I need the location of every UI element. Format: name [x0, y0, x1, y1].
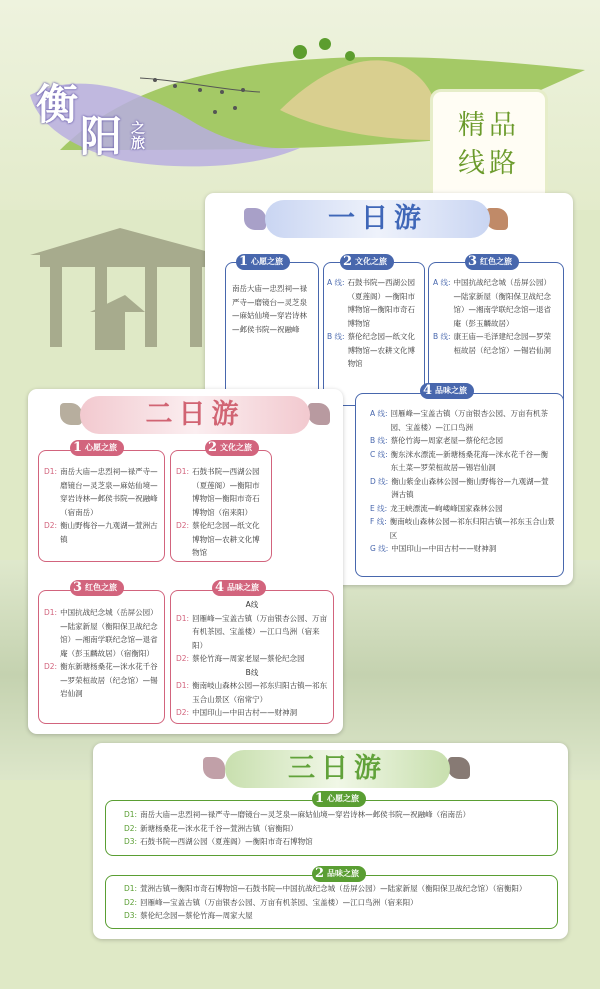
route-text: 中国抗战纪念城（岳屏公园）—陆家新屋（衡阳保卫战纪念馆）—湘南学联纪念馆—退省庵（彭玉麟故居）（宿衡阳） — [60, 608, 158, 658]
d1-culture-tag — [340, 254, 394, 270]
d3-wish-text — [124, 808, 549, 849]
route-row — [370, 515, 555, 542]
route-text: 石鼓书院—西湖公园（夏莲阁）—衡阳市博物馆—衡阳市奇石博物馆（宿来阳） — [192, 467, 260, 517]
route-text: 新塘杨桑花—洣水花千谷—萱洲古镇（宿衡阳） — [140, 823, 298, 833]
tag-label: 心愿之旅 — [327, 794, 360, 803]
section-number: 3 — [73, 580, 83, 595]
section-number: 1 — [239, 254, 249, 269]
route-label: D3: — [124, 911, 138, 920]
route-label: A 线: — [370, 409, 388, 418]
route-text: 蔡伦纪念园—蔡伦竹海—周家大屋 — [140, 911, 253, 920]
route-label: E 线: — [370, 503, 388, 513]
route-row — [176, 652, 328, 666]
route-text: 回雁峰—宝盖古镇（万亩银杏公园、万亩有机茶园、宝盖楼）—江口鸟洲（宿来阳） — [140, 897, 418, 907]
route-label: F 线: — [370, 517, 387, 526]
leaf-decoration — [244, 208, 266, 230]
route-text: 石鼓书院—西湖公园（夏莲阁）—衡阳市博物馆—衡阳市奇石博物馆 — [347, 278, 416, 328]
route-text: 蔡伦纪念园—纸文化博物馆—农耕文化博物馆 — [347, 332, 416, 368]
route-row — [176, 612, 328, 653]
route-label: B 线: — [433, 332, 451, 341]
section-number: 4 — [423, 383, 433, 398]
route-row — [176, 706, 328, 720]
line-a-label: A线 — [245, 600, 259, 609]
route-label: D1: — [176, 467, 190, 476]
route-label: D1: — [176, 613, 190, 623]
route-row — [44, 660, 158, 701]
route-label: D2: — [176, 654, 190, 663]
tag-label: 品味之旅 — [435, 386, 468, 395]
featured-routes-badge — [433, 92, 545, 202]
tag-label: 红色之旅 — [85, 583, 118, 592]
d1-wish-text: 南岳大庙—忠烈祠—禄严寺—磨镜台—灵芝泉—麻姑仙境—穿岩诗林—邺侯书院—祝融峰 — [232, 284, 307, 334]
d1-taste-tag — [420, 383, 474, 399]
route-label: A 线: — [433, 278, 451, 287]
route-label: D2: — [44, 521, 58, 530]
route-row — [370, 542, 555, 556]
route-row — [327, 330, 419, 371]
route-row — [370, 448, 555, 475]
route-text: 衡山野梅谷—九观湖—萱洲古镇 — [60, 521, 158, 544]
route-label: D1: — [176, 681, 190, 690]
route-row — [433, 276, 557, 330]
route-label: D2: — [176, 708, 190, 717]
route-text: 衡东新塘杨桑花—洣水花千谷—罗荣桓故居（纪念馆）—锡岩仙洞 — [60, 662, 158, 698]
route-label: D 线: — [370, 476, 389, 486]
route-text: 康王庙—毛泽建纪念园—罗荣桓故居（纪念馆）—锡岩仙洞 — [453, 332, 552, 355]
route-label: B 线: — [370, 436, 388, 445]
route-row — [124, 909, 552, 923]
route-text: 南岳大庙—忠烈祠—禄严寺—磨镜台—灵芝泉—麻姑仙境—穿岩诗林—邺侯书院—祝融峰（宿南岳） — [140, 810, 471, 819]
section-number: 1 — [73, 440, 83, 455]
tag-label: 品味之旅 — [327, 869, 360, 878]
two-day-banner: 二日游 — [80, 396, 310, 434]
d2-red-text — [44, 606, 158, 701]
route-label: D1: — [124, 810, 138, 819]
route-label: D2: — [124, 823, 138, 833]
d3-wish-tag — [312, 791, 366, 807]
tag-label: 品味之旅 — [227, 583, 260, 592]
route-text: 衡南岐山森林公园—祁东归阳古镇—祁东玉合山景区（宿常宁） — [192, 681, 328, 704]
route-label: D1: — [44, 608, 58, 617]
route-row — [44, 606, 158, 660]
route-label: B 线: — [327, 332, 345, 341]
section-number: 4 — [215, 580, 225, 595]
route-label: D2: — [124, 897, 138, 907]
route-row — [124, 835, 549, 849]
route-text: 中国印山—中田古村——财神洞 — [391, 544, 497, 553]
d2-taste-tag — [212, 580, 266, 596]
route-label: C 线: — [370, 449, 388, 459]
route-row — [370, 502, 555, 516]
d1-wish-tag — [236, 254, 290, 270]
route-label: D3: — [124, 837, 138, 846]
route-text: 萱洲古镇—衡阳市奇石博物馆—石鼓书院—中国抗战纪念城（岳屏公园）—陆家新屋（衡阳保卫战纪念馆）（宿衡阳） — [140, 884, 527, 893]
route-text: 衡山紫金山森林公园—衡山野梅谷—九观湖—萱洲古镇 — [391, 476, 549, 499]
route-text: 回雁峰—宝盖古镇（万亩银杏公园、万亩有机茶园、宝盖楼）—江口鸟洲（宿来阳） — [192, 613, 328, 650]
section-number: 2 — [315, 866, 325, 881]
route-text: 中国抗战纪念城（岳屏公园）—陆家新屋（衡阳保卫战纪念馆）—湘南学联纪念馆—退省庵（彭玉麟故居） — [453, 278, 552, 328]
badge-line-1: 精品 — [458, 110, 520, 141]
leaf-decoration — [308, 403, 330, 425]
title-char-1: 衡 — [36, 80, 79, 129]
route-row — [124, 808, 549, 822]
route-row — [124, 896, 552, 910]
d1-red-tag — [465, 254, 519, 270]
route-row — [176, 519, 266, 560]
route-row — [327, 276, 419, 330]
route-text: 南岳大庙—忠烈祠—禄严寺—磨镜台—灵芝泉—麻姑仙境—穿岩诗林—邺侯书院—祝融峰（宿南岳） — [60, 467, 158, 517]
d2-taste-text — [176, 598, 328, 720]
d2-wish-tag — [70, 440, 124, 456]
route-row — [124, 822, 549, 836]
route-label: G 线: — [370, 544, 389, 553]
route-row — [176, 465, 266, 519]
route-text: 龙王峡漂流—岣嵝峰国家森林公园 — [390, 503, 503, 513]
section-number: 2 — [343, 254, 353, 269]
d2-culture-text — [176, 465, 266, 560]
route-text: 衡东洣水漂流—新塘杨桑花海—洣水花千谷—衡东土菜—罗荣桓故居—锡岩仙洞 — [390, 449, 549, 472]
route-row — [370, 475, 555, 502]
route-text: 衡南岐山森林公园—祁东归阳古镇—祁东玉合山景区 — [389, 517, 555, 540]
route-label: D2: — [44, 662, 58, 671]
route-row — [44, 519, 158, 546]
section-number: 2 — [208, 440, 218, 455]
title-suffix: 之旅 — [131, 121, 145, 152]
title-char-2: 阳 — [80, 112, 123, 161]
line-b-label: B线 — [245, 667, 259, 677]
leaf-decoration — [448, 757, 470, 779]
route-row — [124, 882, 552, 896]
d2-red-tag — [70, 580, 124, 596]
route-text: 蔡伦竹海—周家老屋—蔡伦纪念园 — [390, 436, 504, 445]
section-number: 3 — [468, 254, 478, 269]
route-label: D1: — [44, 467, 58, 476]
route-text: 石鼓书院—西湖公园（夏莲阁）—衡阳市奇石博物馆 — [140, 837, 313, 846]
d1-taste-text — [370, 407, 555, 556]
d3-taste-text — [124, 882, 552, 923]
route-row — [433, 330, 557, 357]
three-day-banner: 三日游 — [225, 750, 450, 788]
d1-culture-text — [327, 276, 419, 371]
badge-line-2: 线路 — [458, 148, 520, 179]
route-label: A 线: — [327, 278, 345, 287]
leaf-decoration — [60, 403, 82, 425]
route-text: 蔡伦纪念园—纸文化博物馆—农耕文化博物馆 — [192, 521, 260, 557]
route-row — [370, 407, 555, 434]
tag-label: 红色之旅 — [480, 257, 513, 266]
route-label: D1: — [124, 884, 138, 893]
route-text: 回雁峰—宝盖古镇（万亩银杏公园、万亩有机茶园、宝盖楼）—江口鸟洲 — [390, 409, 549, 432]
leaf-decoration — [203, 757, 225, 779]
route-row — [44, 465, 158, 519]
route-row — [370, 434, 555, 448]
section-number: 1 — [315, 791, 325, 806]
tag-label: 文化之旅 — [355, 257, 388, 266]
d3-taste-tag — [312, 866, 366, 882]
d2-wish-text — [44, 465, 158, 546]
tag-label: 文化之旅 — [220, 443, 253, 452]
tag-label: 心愿之旅 — [85, 443, 118, 452]
d2-culture-tag — [205, 440, 259, 456]
route-text: 蔡伦竹海—周家老屋—蔡伦纪念园 — [192, 654, 305, 663]
tag-label: 心愿之旅 — [251, 257, 284, 266]
route-row — [176, 679, 328, 706]
one-day-banner: 一日游 — [265, 200, 490, 238]
route-label: D2: — [176, 521, 190, 530]
route-text: 中国印山—中田古村——财神洞 — [192, 708, 298, 717]
d1-red-text — [433, 276, 557, 357]
